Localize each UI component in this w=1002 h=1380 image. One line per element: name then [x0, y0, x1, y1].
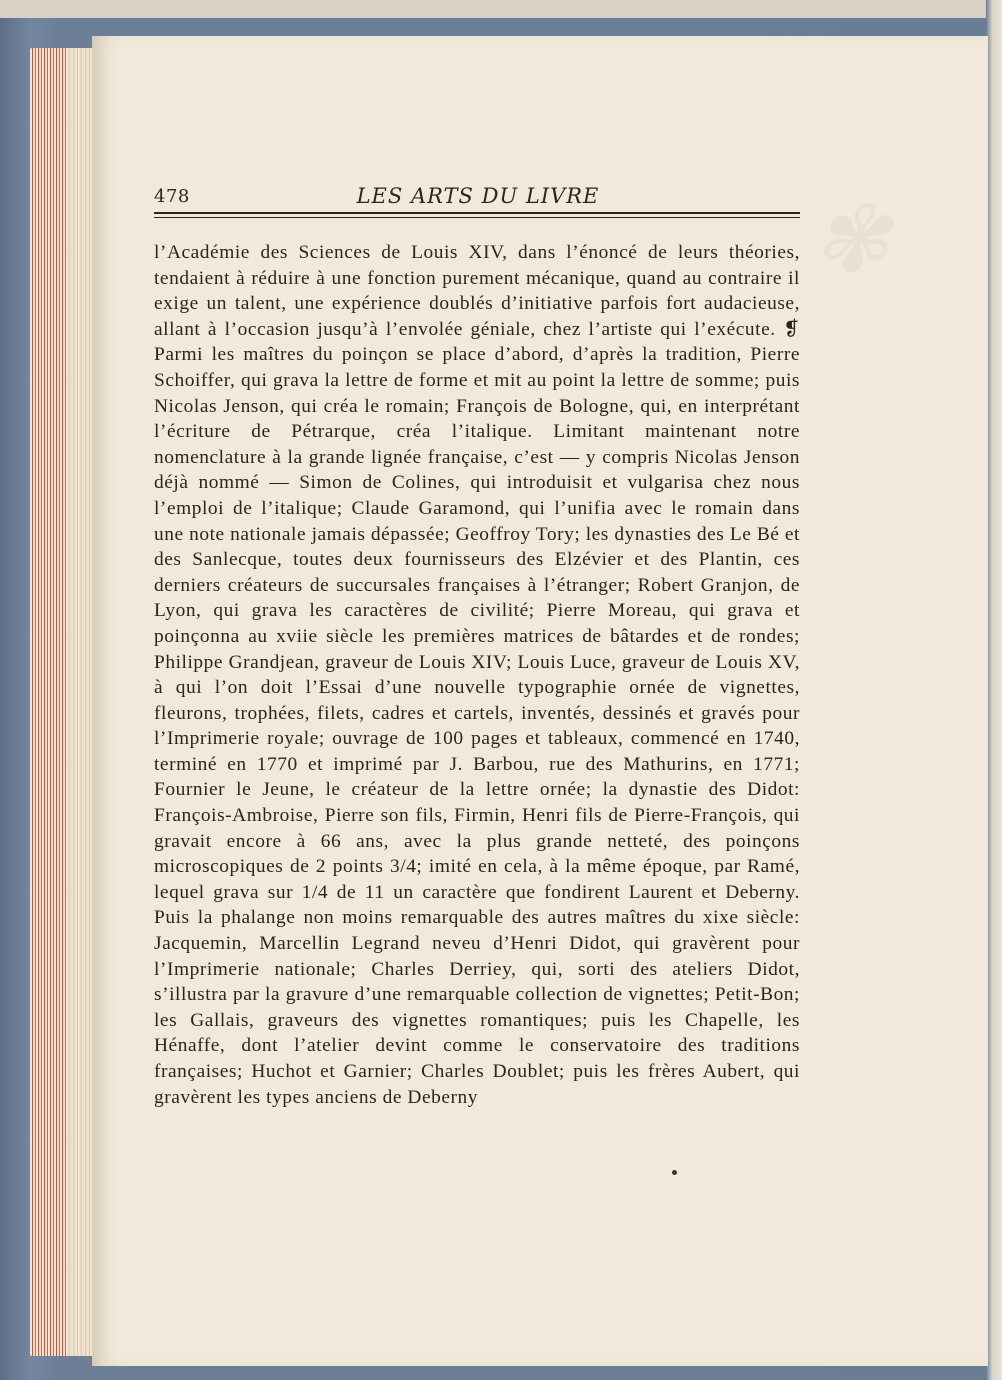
background-surface [0, 0, 1002, 18]
header-rule-thin [154, 217, 800, 218]
page-edges [30, 48, 94, 1356]
running-title: LES ARTS DU LIVRE [356, 184, 600, 208]
page-header [154, 186, 802, 214]
body-paragraph: l’Académie des Sciences de Louis XIV, dans l’énoncé de leurs théories, tendaient à réduire à une fonction purement mécanique, quand au contraire il exige un talent, une expérience doublés d’initiative parfois fort audacieuse, allant à l’occasion jusqu’à l’envolée géniale, chez l’artiste qui l’exécute. ❡ Parmi les maîtres du poinçon se place d’abord, d’après la tradition, Pierre Schoiffer, qui grava la lettre de forme et mit au point la lettre de somme; puis Nicolas Jenson, qui créa le romain; François de Bologne, qui, en interprétant l’écriture de Pétrarque, créa l’italique. Limitant maintenant notre nomenclature à la grande lignée française, c’est — y compris Nicolas Jenson déjà nommé — Simon de Colines, qui introduisit et vulgarisa chez nous l’emploi de l’italique; Claude Garamond, qui l’unifia avec le romain dans une note nationale jamais dépassée; Geoffroy Tory; les dynasties des Le Bé et des Sanlecque, toutes deux fournisseurs des Elzévier et des Plantin, ces derniers créateurs de succursales françaises à l’étranger; Robert Granjon, de Lyon, qui grava les caractères de civilité; Pierre Moreau, qui grava et poinçonna au xviie siècle les premières matrices de bâtardes et de rondes; Philippe Grandjean, graveur de Louis XIV; Louis Luce, graveur de Louis XV, à qui l’on doit l’Essai d’une nouvelle typographie ornée de vignettes, fleurons, trophées, filets, cadres et cartels, inventés, dessinés et gravés pour l’Imprimerie royale; ouvrage de 100 pages et tableaux, commencé en 1740, terminé en 1770 et imprimé par J. Barbou, rue des Mathurins, en 1771; Fournier le Jeune, le créateur de la lettre ornée; la dynastie des Didot: François-Ambroise, Pierre son fils, Firmin, Henri fils de Pierre-François, qui gravait encore à 66 ans, avec la plus grande netteté, des poinçons microscopiques de 2 points 3/4; imité en cela, à la même époque, par Ramé, lequel grava sur 1/4 de 11 un caractère que fondirent Laurent et Deberny. Puis la phalange non moins remarquable des autres maîtres du xixe siècle: Jacquemin, Marcellin Legrand neveu d’Henri Didot, qui gravèrent pour l’Imprimerie nationale; Charles Derriey, qui, sorti des ateliers Didot, s’illustra par la gravure d’une remarquable collection de vignettes; Petit-Bon; les Gallais, graveurs des vignettes romantiques; puis les Chapelle, les Hénaffe, dont l’atelier devint comme le conservatoire des traditions françaises; Huchot et Garnier; Charles Doublet; puis les frères Aubert, qui gravèrent les types anciens de Deberny [154, 242, 800, 1108]
page-number: 478 [154, 186, 190, 207]
header-rule-thick [154, 212, 800, 214]
header-rule [154, 212, 800, 222]
show-through-ornament: ✾ [812, 186, 894, 293]
body-text [154, 240, 800, 1110]
page-mark-dot [672, 1170, 677, 1175]
